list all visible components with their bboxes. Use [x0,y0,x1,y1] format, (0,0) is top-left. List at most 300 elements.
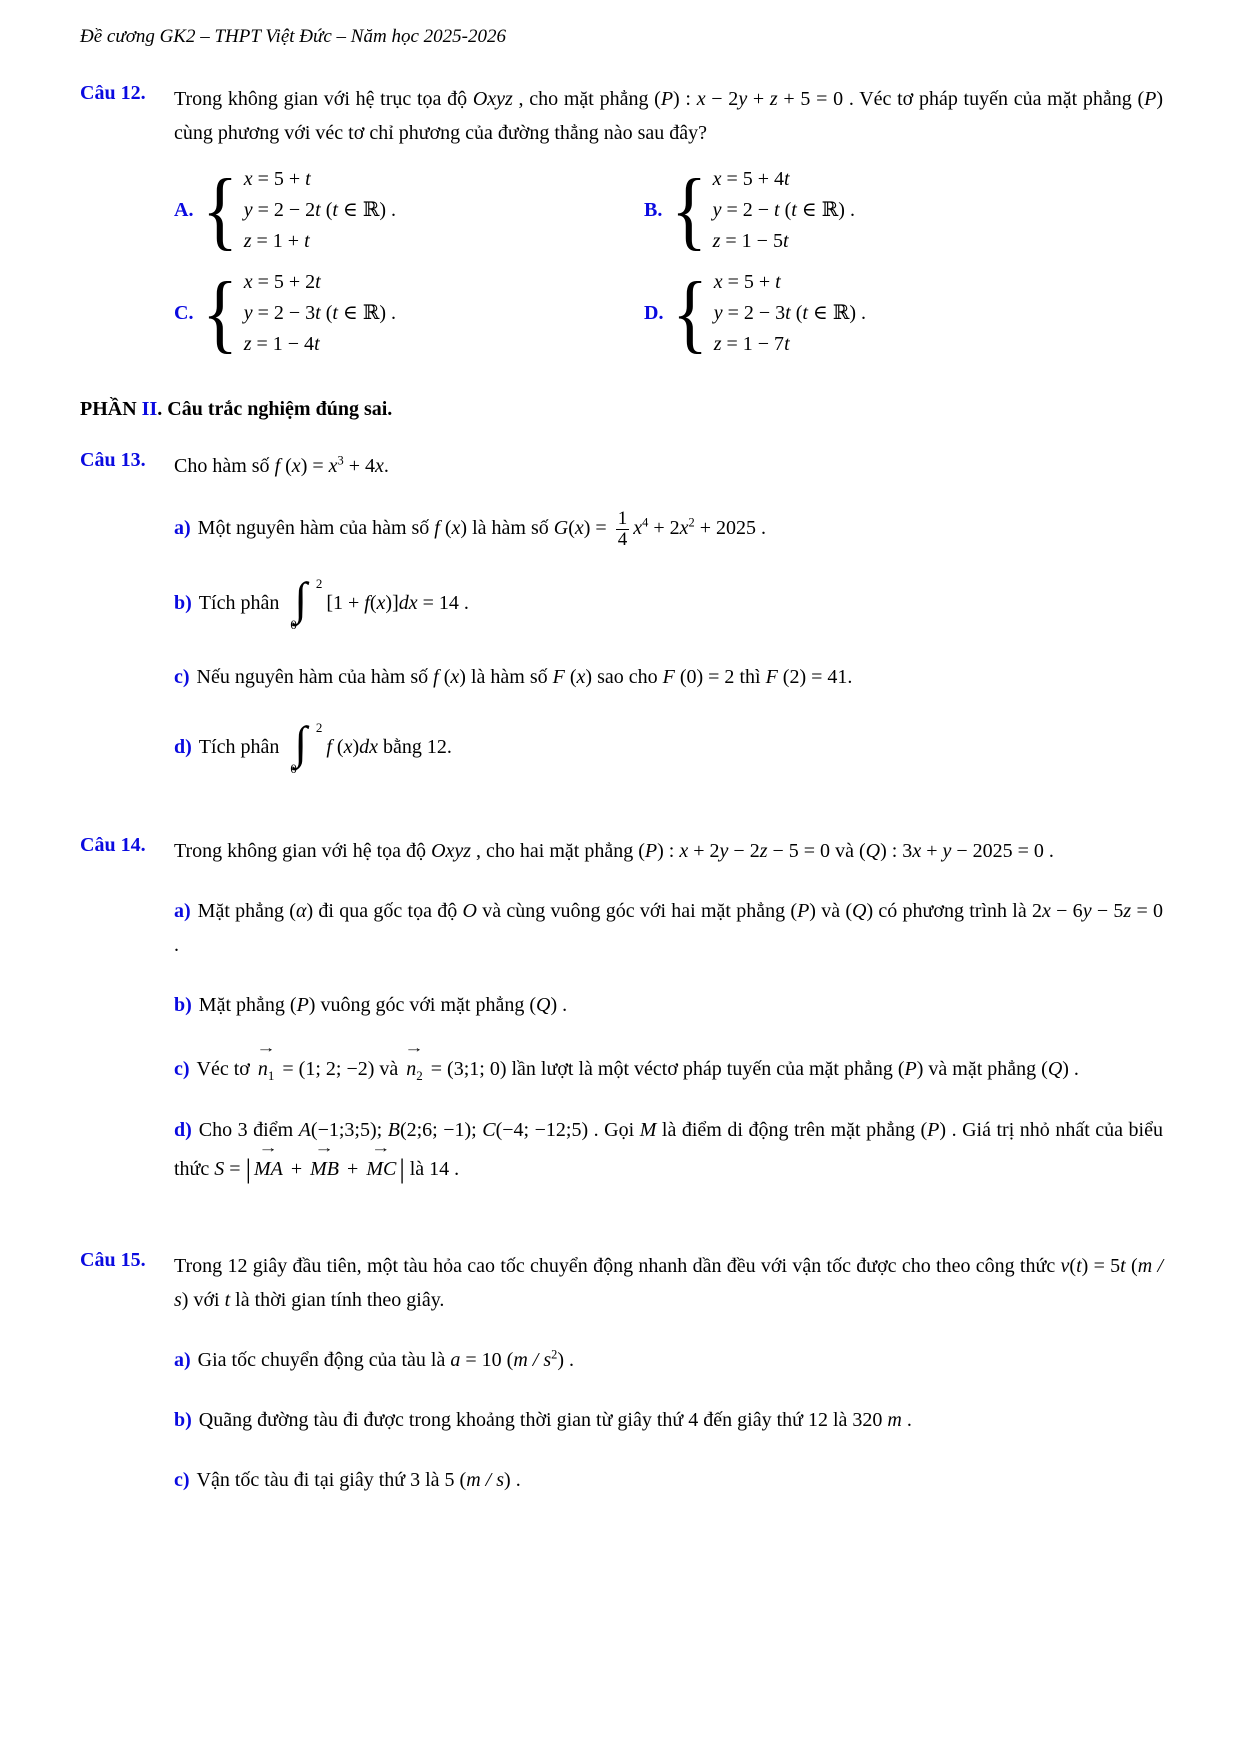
text-segment: ) [385,592,393,615]
text-segment: − 2 [728,839,760,862]
text-segment: ( [459,1468,467,1491]
question-14-part-b [174,988,1163,1022]
text-segment: : 3 [886,839,913,862]
text-segment: (−4; −12;5) [495,1118,589,1141]
text-segment: Trong 12 giây đầu tiên, một tàu hỏa cao tốc chuyển động nhanh dần đều với vận tốc được cho theo công thức [174,1254,1061,1277]
text-segment: t [791,199,797,221]
text-segment: + [921,839,943,862]
part-d-label: d) [174,1118,192,1141]
option-C-system [244,267,396,360]
text-segment: y [719,839,729,862]
text-segment: t [332,199,338,221]
text-segment: ( [438,665,451,688]
text-segment: = 5 + [252,168,306,190]
text-segment: x [343,736,353,759]
text-segment: P [904,1057,917,1080]
text-segment: t [304,230,310,252]
text-segment: ( [529,993,537,1016]
part-c-text [197,1469,521,1491]
vector-name: n [257,1057,268,1080]
text-segment: ) [866,899,874,922]
part-b-label: b) [174,1408,192,1431]
integral-upper-limit: 2 [315,719,323,735]
text-segment: = [224,1158,246,1181]
text-segment: sao cho [592,665,663,688]
text-segment: ) [459,665,466,688]
text-segment: ) = [583,517,612,540]
integral-lower-limit: 0 [290,760,297,776]
text-segment: . Véc tơ pháp tuyến của mặt phẳng [843,88,1138,110]
text-segment: ∈ ℝ [807,302,850,324]
text-segment: − 5 = 0 [767,839,831,862]
text-segment: P [660,88,674,110]
text-segment: ( [1137,88,1145,110]
text-segment: thì [734,665,766,688]
option-D-label: D. [644,302,664,324]
text-segment: S [214,1158,225,1181]
text-segment: dx [398,592,418,615]
text-segment: và [815,899,846,922]
part-c-label: c) [174,1468,190,1491]
text-segment: x [243,271,253,293]
text-segment: Gia tốc chuyển động của tàu là [197,1348,451,1371]
text-segment: ) [657,839,664,862]
text-segment: ) [352,736,360,759]
text-segment: v [1060,1254,1070,1277]
text-segment: ( [1069,1254,1077,1277]
text-segment: . Giá trị nhỏ nhất của biểu thức [174,1118,1163,1181]
vector-arrow: → [404,1039,425,1055]
text-segment: x [713,271,723,293]
vector-symbol [404,1039,425,1087]
text-segment: II [141,398,158,420]
text-segment: = 14 . [417,592,469,615]
text-segment: | [399,1153,405,1184]
text-segment: m / s [466,1468,505,1491]
text-segment: ) [1156,88,1164,110]
text-segment: P [644,839,658,862]
text-segment: ] [392,592,399,615]
text-segment: ) = 5 [1081,1254,1121,1277]
text-segment: (2;6; −1); [399,1118,483,1141]
text-segment: 2 [688,515,695,530]
text-segment: (0) = 2 [674,665,735,688]
text-segment: f [433,665,439,688]
text-segment: Q [852,899,867,922]
text-segment: f [326,736,332,759]
part-c-text [197,666,853,688]
text-segment: = 1 + [251,230,305,252]
text-segment: t [784,168,790,190]
text-segment: là hàm số [465,665,553,688]
part-a-label: a) [174,899,191,922]
text-segment: x [574,517,584,540]
text-segment: F [552,665,565,688]
text-segment: . [510,1468,521,1491]
text-segment: đi qua gốc tọa độ [313,899,463,922]
part-a-text [197,508,766,550]
text-segment: ( [920,1118,928,1141]
text-segment: và [830,839,859,862]
section-heading-part2 [80,398,1163,421]
text-segment: F [765,665,778,688]
text-segment: + 2 [688,839,720,862]
text-segment: . Gọi [588,1118,640,1141]
text-segment: m / s [174,1254,1163,1311]
text-segment: = 0 . [174,899,1163,956]
text-segment: z [713,333,722,355]
text-segment: x [679,517,689,540]
text-segment: = 5 + [722,271,776,293]
text-segment: = 1 − 7 [721,333,785,355]
text-segment: t [774,199,780,221]
text-segment: Trong không gian với hệ tọa độ [174,839,432,862]
text-segment: z [769,88,778,110]
text-segment: t [332,302,338,324]
text-segment: M [639,1118,657,1141]
option-C [174,264,644,362]
question-13-part-d [174,716,1163,778]
text-segment: ( [280,455,292,477]
text-segment: f [364,592,370,615]
text-segment: + 5 = 0 [777,88,844,110]
text-segment: ∈ ℝ [337,199,380,221]
text-segment: − 5 [1091,899,1124,922]
text-segment: Oxyz [431,839,472,862]
text-segment: = 1 − 5 [720,230,783,252]
vector-name: MB [310,1158,340,1181]
option-D-system [714,267,866,360]
left-brace: { [672,264,709,362]
text-segment: Một nguyên hàm của hàm số [197,517,435,540]
text-segment: là thời gian tính theo giây. [230,1288,445,1311]
text-segment: ( [897,1057,905,1080]
text-segment: x [633,517,643,540]
text-segment: và [374,1057,404,1080]
text-segment: Nếu nguyên hàm của hàm số [196,665,434,688]
text-segment: x [376,592,386,615]
integral-sign: ∫ [294,716,307,768]
text-segment: ( [858,839,866,862]
question-14 [80,834,1163,1219]
text-segment: Oxyz [472,88,513,110]
text-segment: ) [939,1118,947,1141]
text-segment: Q [536,993,551,1016]
option-B-system [713,164,855,257]
text-segment: Q [1047,1057,1063,1080]
text-segment: z [243,230,252,252]
text-segment: . [901,1408,912,1431]
equation-line [713,195,855,226]
text-segment: . [563,1348,574,1371]
text-segment: t [315,302,321,324]
text-segment: x [375,455,384,477]
text-segment: y [243,199,253,221]
text-segment: = 10 [460,1348,507,1371]
text-segment: [1 + [326,592,365,615]
text-segment: Cho 3 điểm [198,1118,299,1141]
question-12-text [174,82,1163,150]
text-segment: Cho hàm số [174,455,275,477]
part-c-text [196,1039,1079,1083]
vector-symbol [366,1140,397,1186]
question-14-body [174,834,1163,1219]
part-b-label: b) [174,993,192,1016]
equation-line [244,226,396,257]
text-segment: − 2025 = 0 . [951,839,1054,862]
text-segment: ∈ ℝ [796,199,839,221]
text-segment: là hàm số [467,517,554,540]
question-15-body [174,1249,1163,1523]
text-segment: = 2 − 3 [722,302,786,324]
text-segment: Trong không gian với hệ trục tọa độ [174,88,473,110]
text-segment: − 6 [1050,899,1083,922]
text-segment: ) [880,839,887,862]
fraction [616,509,630,550]
text-segment: f [274,455,281,477]
text-segment: ( [1125,1254,1138,1277]
text-segment: t [785,302,791,324]
text-segment: ) [181,1288,189,1311]
text-segment: ) [809,899,816,922]
vector-arrow: → [258,1140,279,1156]
option-D [644,264,1163,362]
question-15-label: Câu 15. [80,1248,146,1271]
part-d-label: d) [174,736,192,759]
question-14-part-a [174,894,1163,962]
text-segment: α [295,899,307,922]
part-d-text [198,716,452,776]
question-12-options [174,161,1163,362]
text-segment: ) [460,517,468,540]
text-segment: ) . [379,199,397,221]
text-segment: y [712,199,722,221]
question-14-part-c [174,1039,1163,1087]
text-segment: P [797,899,810,922]
option-A-label: A. [174,199,194,221]
question-15-part-a [174,1343,1163,1377]
text-segment: = 5 + 2 [252,271,316,293]
text-segment: Quãng đường tàu đi được trong khoảng thời gian từ giây thứ 4 đến giây thứ 12 là 320 [198,1408,888,1431]
text-segment: ) . [550,993,568,1016]
vector-name: MA [253,1158,283,1181]
text-segment: t [802,302,808,324]
text-segment: là điểm di động trên mặt phẳng [656,1118,921,1141]
vector-symbol [310,1140,340,1186]
text-segment: t [305,168,311,190]
text-segment: ( [790,899,798,922]
equation-line [714,267,866,298]
fraction-denominator: 4 [617,528,628,550]
text-segment: Véc tơ [196,1057,255,1080]
part-d-text [174,1118,1163,1184]
question-13 [80,449,1163,804]
text-segment: , cho mặt phẳng [512,88,655,110]
text-segment: m / s [513,1348,552,1371]
text-segment: ( [845,899,853,922]
text-segment: B [387,1118,400,1141]
text-segment: t [782,230,789,252]
equation-line [244,164,396,195]
text-segment: F [662,665,675,688]
question-13-part-a [174,509,1163,550]
text-segment: = (3;1; 0) [425,1057,507,1080]
text-segment: ( [506,1348,514,1371]
text-segment: x [576,665,586,688]
text-segment: ) [673,88,680,110]
text-segment: ) . [849,302,867,324]
text-segment: PHẦN [80,398,142,420]
text-segment: Q [865,839,881,862]
question-14-text [174,834,1163,868]
vector-subscript: 1 [267,1067,275,1083]
text-segment: ) [308,993,316,1016]
text-segment: ∈ ℝ [337,302,380,324]
text-segment: ( [320,302,333,324]
part-c-label: c) [174,665,190,688]
text-segment: t [1120,1254,1126,1277]
text-segment: + [285,1158,308,1181]
option-C-label: C. [174,302,194,324]
text-segment: + [342,1158,364,1181]
text-segment: + 2025 . [694,517,766,540]
vector-arrow: → [371,1140,392,1156]
text-segment: A [298,1118,311,1141]
question-15-part-b [174,1403,1163,1437]
question-13-part-c [174,660,1163,694]
part-a-label: a) [174,1348,191,1371]
part-a-text [198,1349,574,1371]
text-segment: ) = [300,455,329,477]
part-a-text [174,900,1163,956]
text-segment: có phương trình là 2 [873,899,1042,922]
text-segment: y [1082,899,1092,922]
text-segment: = 2 − 3 [252,302,316,324]
option-B-label: B. [644,199,663,221]
text-segment: với [188,1288,225,1311]
text-segment: Mặt phẳng [197,899,290,922]
vector-symbol [256,1039,276,1087]
equation-line [244,195,396,226]
text-segment: là 14 . [404,1158,460,1181]
option-A-system [244,164,396,257]
fraction-numerator: 1 [617,508,628,529]
text-segment: x [696,88,706,110]
text-segment: x [679,839,689,862]
text-segment: vuông góc với mặt phẳng [315,993,530,1016]
text-segment: C [482,1118,496,1141]
text-segment: ) [504,1468,511,1491]
text-segment: 3 [337,453,344,468]
equation-line [244,267,396,298]
document-header: Đề cương GK2 – THPT Việt Đức – Năm học 2025-2026 [80,26,506,47]
text-segment: x [328,455,338,477]
text-segment: − 2 [705,88,739,110]
question-14-part-d [174,1113,1163,1193]
text-segment: ( [369,592,377,615]
text-segment: ( [331,736,344,759]
text-segment: dx [359,736,379,759]
left-brace: { [202,264,239,362]
question-13-label: Câu 13. [80,449,146,471]
left-brace: { [671,161,708,259]
text-segment: = (1; 2; −2) [277,1057,375,1080]
text-segment: O [462,899,477,922]
text-segment: ( [439,517,452,540]
text-segment: z [712,230,721,252]
text-segment: 4 [642,515,649,530]
text-segment: ) [585,665,593,688]
integral-upper-limit: 2 [315,575,323,591]
text-segment: y [738,88,748,110]
text-segment: z [243,333,252,355]
text-segment: z [1123,899,1132,922]
text-segment: y [942,839,952,862]
question-12 [80,82,1163,360]
text-segment: z [759,839,768,862]
text-segment: và mặt phẳng [923,1057,1042,1080]
text-segment: t [784,333,790,355]
text-segment: ( [1041,1057,1048,1080]
vector-arrow: → [256,1039,276,1055]
part-b-text [198,572,469,632]
part-b-text [199,994,567,1016]
text-segment: a [450,1348,461,1371]
part-b-label: b) [174,592,192,615]
text-segment: x [1041,899,1051,922]
text-segment: f [434,517,440,540]
text-segment: ( [779,199,792,221]
question-14-label: Câu 14. [80,833,146,856]
text-segment: t [775,271,781,293]
text-segment: (−1;3;5); [310,1118,388,1141]
text-segment: t [1076,1254,1082,1277]
text-segment: , cho hai mặt phẳng [471,839,639,862]
text-segment: Tích phân [198,592,285,615]
text-segment: G [553,517,569,540]
text-segment: : [679,88,697,110]
text-segment: t [224,1288,231,1311]
text-segment: Vận tốc tàu đi tại giây thứ 3 là 5 [196,1468,460,1491]
text-segment: lần lượt là một véctơ pháp tuyến của mặt phẳng [506,1057,898,1080]
text-segment: ) . [379,302,397,324]
text-segment: ( [564,665,577,688]
option-A [174,161,644,259]
text-segment: P [296,993,309,1016]
question-15-part-c [174,1463,1163,1497]
text-segment: ( [289,993,297,1016]
text-segment: = 2 − 2 [252,199,316,221]
text-segment: ) [557,1348,564,1371]
equation-line [244,298,396,329]
vector-name: MC [366,1158,397,1181]
text-segment: t [315,199,321,221]
integral-lower-limit: 0 [290,616,297,632]
integral-sign: ∫ [294,572,307,624]
text-segment: P [927,1118,940,1141]
text-segment: và cùng vuông góc với hai mặt phẳng [476,899,791,922]
part-c-label: c) [174,1057,190,1080]
text-segment: x [450,665,460,688]
text-segment: | [245,1153,251,1184]
text-segment: ( [289,899,296,922]
text-segment: . [383,455,389,477]
vector-name: n [406,1057,417,1080]
integral-with-limits [288,716,324,778]
text-segment: + [747,88,770,110]
text-segment: ( [568,517,575,540]
question-12-body [174,82,1163,360]
